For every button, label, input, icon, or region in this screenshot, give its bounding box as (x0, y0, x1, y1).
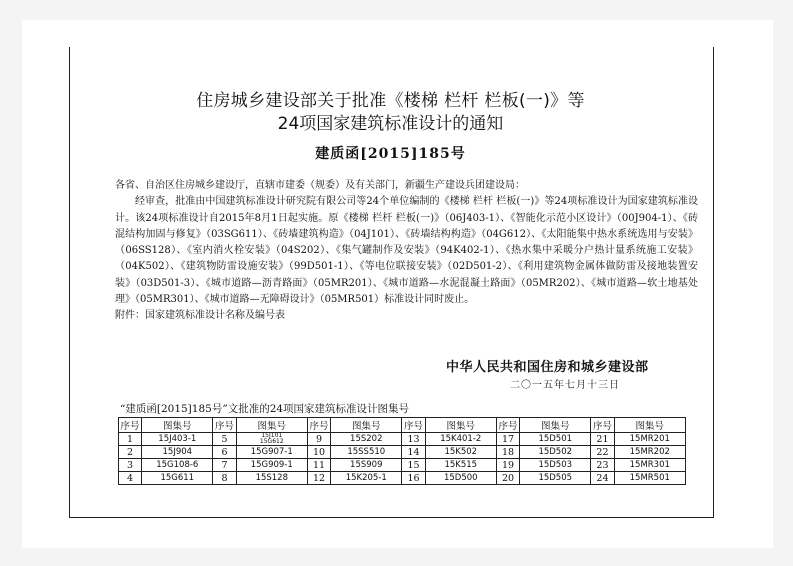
atlas-number-cell: 15K401-2 (425, 433, 496, 446)
seq-cell: 15 (402, 459, 425, 472)
seq-cell: 22 (591, 446, 614, 459)
seq-cell: 24 (591, 472, 614, 485)
atlas-number-lower: 15G612 (259, 438, 284, 445)
atlas-number-cell: 15MR201 (614, 433, 685, 446)
seq-cell: 4 (119, 472, 142, 485)
seq-cell: 20 (496, 472, 519, 485)
atlas-number-cell: 15G907-1 (236, 446, 307, 459)
atlas-number-cell: 15K502 (425, 446, 496, 459)
atlas-number-cell: 15G108-6 (142, 459, 213, 472)
seq-cell: 10 (307, 446, 330, 459)
atlas-number-cell: 15MR301 (614, 459, 685, 472)
atlas-number-cell: 15S909 (331, 459, 402, 472)
seq-cell: 6 (213, 446, 236, 459)
seq-cell: 19 (496, 459, 519, 472)
atlas-number-cell: 15SS510 (331, 446, 402, 459)
notice-body (115, 178, 698, 325)
header-atlas-no: 图集号 (236, 418, 307, 433)
header-atlas-no: 图集号 (520, 418, 591, 433)
attachment-line: 附件：国家建筑标准设计名称及编号表 (115, 310, 285, 322)
atlas-number-cell: 15MR202 (614, 446, 685, 459)
seq-cell: 18 (496, 446, 519, 459)
header-seq: 序号 (307, 418, 330, 433)
seq-cell: 13 (402, 433, 425, 446)
atlas-number-cell: 15J904 (142, 446, 213, 459)
seq-cell: 9 (307, 433, 330, 446)
atlas-number-table (118, 417, 686, 485)
table-caption: “建质函[2015]185号”文批准的24项国家建筑标准设计图集号 (120, 403, 410, 415)
atlas-number-cell-stacked (236, 433, 307, 446)
atlas-number-cell: 15K205-1 (331, 472, 402, 485)
atlas-number-cell: 15G611 (142, 472, 213, 485)
atlas-number-cell: 15D503 (520, 459, 591, 472)
header-seq: 序号 (591, 418, 614, 433)
seq-cell: 7 (213, 459, 236, 472)
atlas-number-cell: 15D501 (520, 433, 591, 446)
seq-cell: 3 (119, 459, 142, 472)
table-row (119, 472, 686, 485)
seq-cell: 17 (496, 433, 519, 446)
atlas-number-upper: 15J101 (261, 432, 283, 439)
issue-date: 二〇一五年七月十三日 (510, 380, 620, 391)
header-seq: 序号 (496, 418, 519, 433)
atlas-number-cell: 15MR501 (614, 472, 685, 485)
seq-cell: 1 (119, 433, 142, 446)
header-seq: 序号 (119, 418, 142, 433)
atlas-number-cell: 15D505 (520, 472, 591, 485)
seq-cell: 5 (213, 433, 236, 446)
atlas-number-cell: 15S202 (331, 433, 402, 446)
seq-cell: 12 (307, 472, 330, 485)
atlas-number-cell: 15D502 (520, 446, 591, 459)
body-paragraph: 经审查，批准由中国建筑标准设计研究院有限公司等24个单位编制的《楼梯 栏杆 栏板(一)》等24项标准设计为国家建筑标准设计。该24项标准设计自2015年8月1日起实施。原《楼梯 栏杆 栏板(一)》（06J403-1）、《智能化示范小区设计》（00J904-1）、《砖混结构加固与修复》（03SG611）、《砖墙建筑构造》（04J101）、《砖墙结构构造》（04G612）、《太阳能集中热水系统选用与安装》（06SS128）、《室内消火栓安装》（04S202）、《集气罐制作及安装》（94K402-1）、《热水集中采暖分户热计量系统施工安装》（04K502）、《建筑物防雷设施安装》（99D501-1）、《等电位联接安装》（02D501-2）、《利用建筑物金属体做防雷及接地装置安装》（03D501-3）、《城市道路—沥青路面》（05MR201）、《城市道路—水泥混凝土路面》（05MR202）、《城市道路—软土地基处理》（05MR301）、《城市道路—无障碍设计》（05MR501）标准设计同时废止。 (115, 196, 698, 306)
seq-cell: 8 (213, 472, 236, 485)
table-header-row (119, 418, 686, 433)
atlas-number-cell: 15J403-1 (142, 433, 213, 446)
atlas-number-cell: 15G909-1 (236, 459, 307, 472)
header-atlas-no: 图集号 (331, 418, 402, 433)
atlas-number-cell: 15K515 (425, 459, 496, 472)
header-seq: 序号 (402, 418, 425, 433)
atlas-number-cell: 15D500 (425, 472, 496, 485)
table-row (119, 433, 686, 446)
seq-cell: 21 (591, 433, 614, 446)
notice-title-line1: 住房城乡建设部关于批准《楼梯 栏杆 栏板(一)》等 (196, 91, 585, 111)
header-seq: 序号 (213, 418, 236, 433)
seq-cell: 16 (402, 472, 425, 485)
header-atlas-no: 图集号 (142, 418, 213, 433)
table-row (119, 446, 686, 459)
seq-cell: 23 (591, 459, 614, 472)
seq-cell: 14 (402, 446, 425, 459)
issuer-name: 中华人民共和国住房和城乡建设部 (446, 360, 649, 375)
seq-cell: 11 (307, 459, 330, 472)
salutation: 各省、自治区住房城乡建设厅，直辖市建委（规委）及有关部门，新疆生产建设兵团建设局： (115, 180, 525, 191)
header-atlas-no: 图集号 (425, 418, 496, 433)
notice-title-line2: 24项国家建筑标准设计的通知 (277, 114, 504, 134)
table-row (119, 459, 686, 472)
header-atlas-no: 图集号 (614, 418, 685, 433)
seq-cell: 2 (119, 446, 142, 459)
atlas-number-cell: 15S128 (236, 472, 307, 485)
document-number: 建质函[2015]185号 (315, 146, 466, 162)
